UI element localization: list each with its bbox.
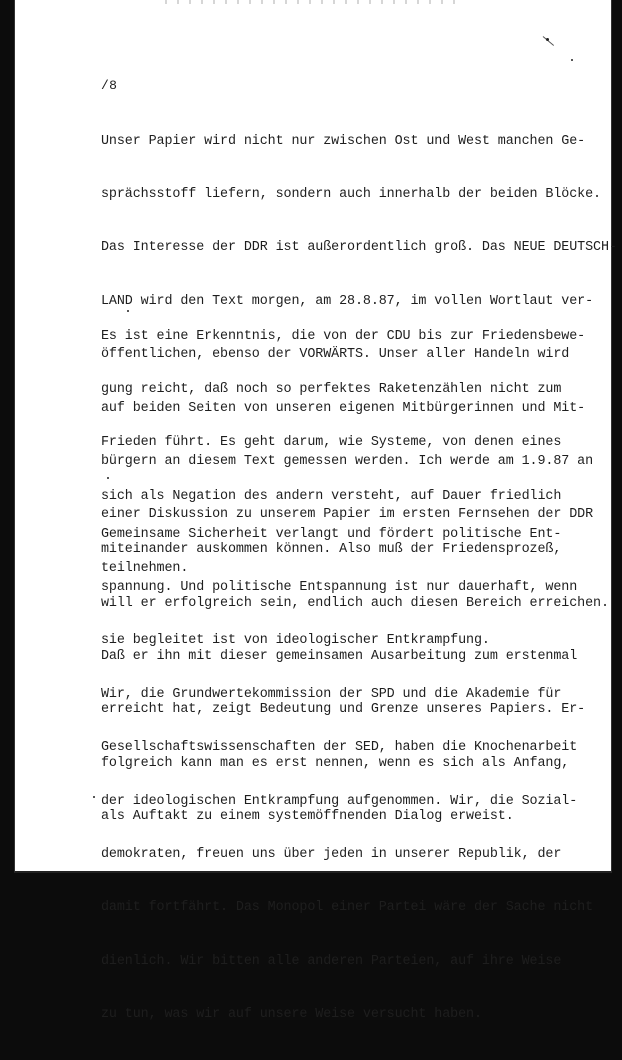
text-line: will er erfolgreich sein, endlich auch diesen Bereich erreichen. — [101, 595, 609, 611]
scan-artifact-top — [165, 0, 465, 4]
text-line: dienlich. Wir bitten alle anderen Parteien, auf ihre Weise — [101, 953, 562, 969]
text-line: teilnehmen. — [101, 560, 189, 576]
text-line: der ideologischen Entkrampfung aufgenommen. Wir, die Sozial- — [101, 793, 578, 809]
text-line: miteinander auskommen können. Also muß der Friedensprozeß, — [101, 542, 562, 558]
text-line: demokraten, freuen uns über jeden in unserer Republik, der — [101, 846, 562, 862]
text-line: folgreich kann man es erst nennen, wenn es sich als Anfang, — [101, 755, 570, 771]
text-line: Frieden führt. Es geht darum, wie Systeme, von denen eines — [101, 435, 562, 451]
text-line: Gemeinsame Sicherheit verlangt und fördert politische Ent- — [101, 526, 562, 542]
paragraph-3 — [101, 490, 593, 1060]
text-line: Daß er ihn mit dieser gemeinsamen Ausarbeitung zum erstenmal — [101, 648, 578, 664]
text-line: damit fortfährt. Das Monopol einer Partei wäre der Sache nicht — [101, 900, 594, 916]
scan-speck — [107, 477, 109, 479]
text-line: Wir, die Grundwertekommission der SPD und die Akademie für — [101, 686, 562, 702]
text-line: LAND wird den Text morgen, am 28.8.87, im vollen Wortlaut ver- — [101, 293, 594, 309]
text-line: bürgern an diesem Text gemessen werden. Ich werde am 1.9.87 an — [101, 453, 594, 469]
text-line: öffentlichen, ebenso der VORWÄRTS. Unser aller Handeln wird — [101, 347, 570, 363]
scan-speck — [571, 59, 573, 61]
text-line: Gesellschaftswissenschaften der SED, haben die Knochenarbeit — [101, 740, 578, 756]
text-line: sprächsstoff liefern, sondern auch innerhalb der beiden Blöcke. — [101, 186, 601, 202]
text-line: erreicht hat, zeigt Bedeutung und Grenze unseres Papiers. Er- — [101, 702, 586, 718]
text-line: Das Interesse der DDR ist außerordentlich groß. Das NEUE DEUTSCH- — [101, 240, 617, 256]
scan-speck — [93, 796, 95, 798]
text-line: als Auftakt zu einem systemöffnenden Dialog erweist. — [101, 809, 514, 825]
text-line: sie begleitet ist von ideologischer Entkrampfung. — [101, 633, 490, 649]
text-line: zu tun, was wir auf unsere Weise versucht haben. — [101, 1007, 482, 1023]
scan-speck — [546, 38, 549, 41]
text-line: spannung. Und politische Entspannung ist nur dauerhaft, wenn — [101, 579, 578, 595]
text-line: einer Diskussion zu unserem Papier im ersten Fernsehen der DDR — [101, 507, 594, 523]
document-page — [14, 0, 617, 1023]
text-line: auf beiden Seiten von unseren eigenen Mitbürgerinnen und Mit- — [101, 400, 586, 416]
scan-speck — [127, 310, 129, 312]
text-line: sich als Negation des andern versteht, auf Dauer friedlich — [101, 488, 562, 504]
page-number: /8 — [101, 78, 118, 93]
text-line: Es ist eine Erkenntnis, die von der CDU bis zur Friedensbewe- — [101, 328, 586, 344]
text-line: gung reicht, daß noch so perfektes Raketenzählen nicht zum — [101, 381, 562, 397]
text-line: Unser Papier wird nicht nur zwischen Ost und West manchen Ge- — [101, 133, 586, 149]
